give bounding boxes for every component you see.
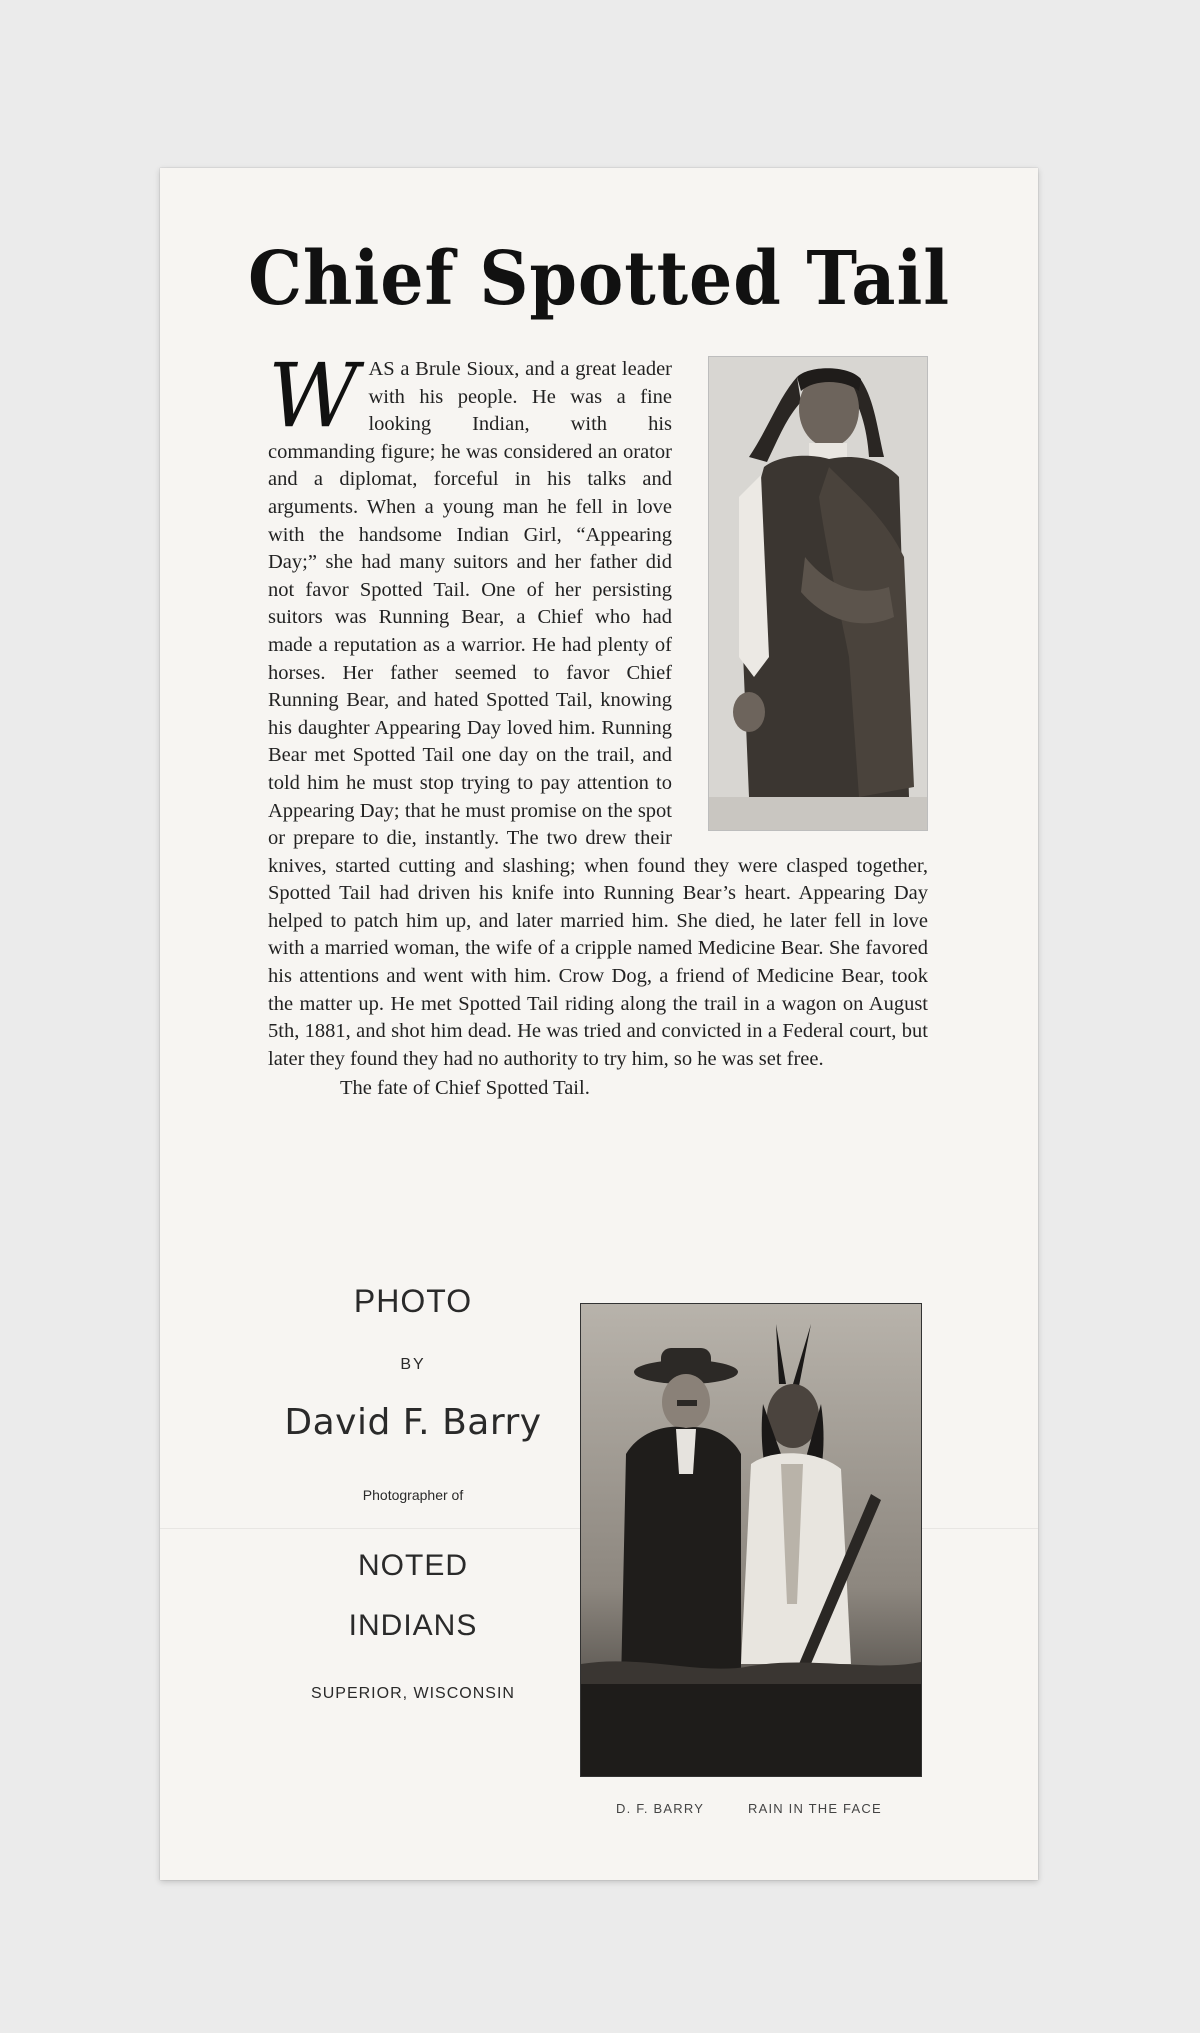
photographer-of-label: Photographer of xyxy=(362,1487,464,1503)
caption-left: D. F. BARRY xyxy=(616,1801,705,1816)
caption-right: RAIN IN THE FACE xyxy=(748,1801,882,1816)
closing-line: The fate of Chief Spotted Tail. xyxy=(340,1077,590,1100)
photo-credit-block xyxy=(268,1283,558,1703)
credit-indians: INDIANS xyxy=(348,1609,478,1642)
double-portrait-illustration xyxy=(581,1304,921,1776)
photo-barry-and-rain-in-the-face xyxy=(580,1303,922,1777)
photographer-name: David F. Barry xyxy=(284,1402,542,1443)
credit-photo-label: PHOTO xyxy=(353,1283,473,1319)
portrait-photo-spotted-tail xyxy=(708,356,928,831)
document-title: Chief Spotted Tail xyxy=(247,236,951,322)
body-paragraph: AS a Brule Sioux, and a great leader with his people. He was a fine looking Indian, with his commanding figure; he was considered an orator and a diplomat, forceful in his talks and arguments. When a young man he fell in love with the handsome Indian Girl, “Appearing Day;” she had many suitors and her father did not favor Spotted Tail. One of her persisting suitors was Running Bear, a Chief who had made a reputation as a warrior. He had plenty of horses. Her father seemed to favor Chief Running Bear, and hated Spotted Tail, knowing his daughter Appearing Day loved him. Running Bear met Spotted Tail one day on the trail, and told him he must stop trying to pay attention to Appearing Day; that he must promise on the spot or prepare to die, instantly. The two drew their knives, started cutting and slashing; when found they were clasped together, Spotted Tail had driven his knife into Running Bear’s heart. Appearing Day helped to patch him up, and later married him. She died, he later fell in love with a married woman, the wife of a cripple named Medicine Bear. She favored his attentions and went with him. Crow Dog, a friend of Medicine Bear, took the matter up. He met Spotted Tail riding along the trail in a wagon on August 5th, 1881, and shot him dead. He was tried and convicted in a Federal court, but later they found they had no authority to try him, so he was set free. xyxy=(268,358,928,1070)
portrait-illustration xyxy=(709,357,927,830)
credit-location: SUPERIOR, WISCONSIN xyxy=(311,1685,515,1702)
credit-by-label: BY xyxy=(400,1356,426,1373)
body-article xyxy=(268,344,928,1103)
drop-cap-letter: W xyxy=(268,344,359,447)
flyer-sheet xyxy=(160,168,1038,1880)
credit-noted: NOTED xyxy=(358,1549,468,1582)
